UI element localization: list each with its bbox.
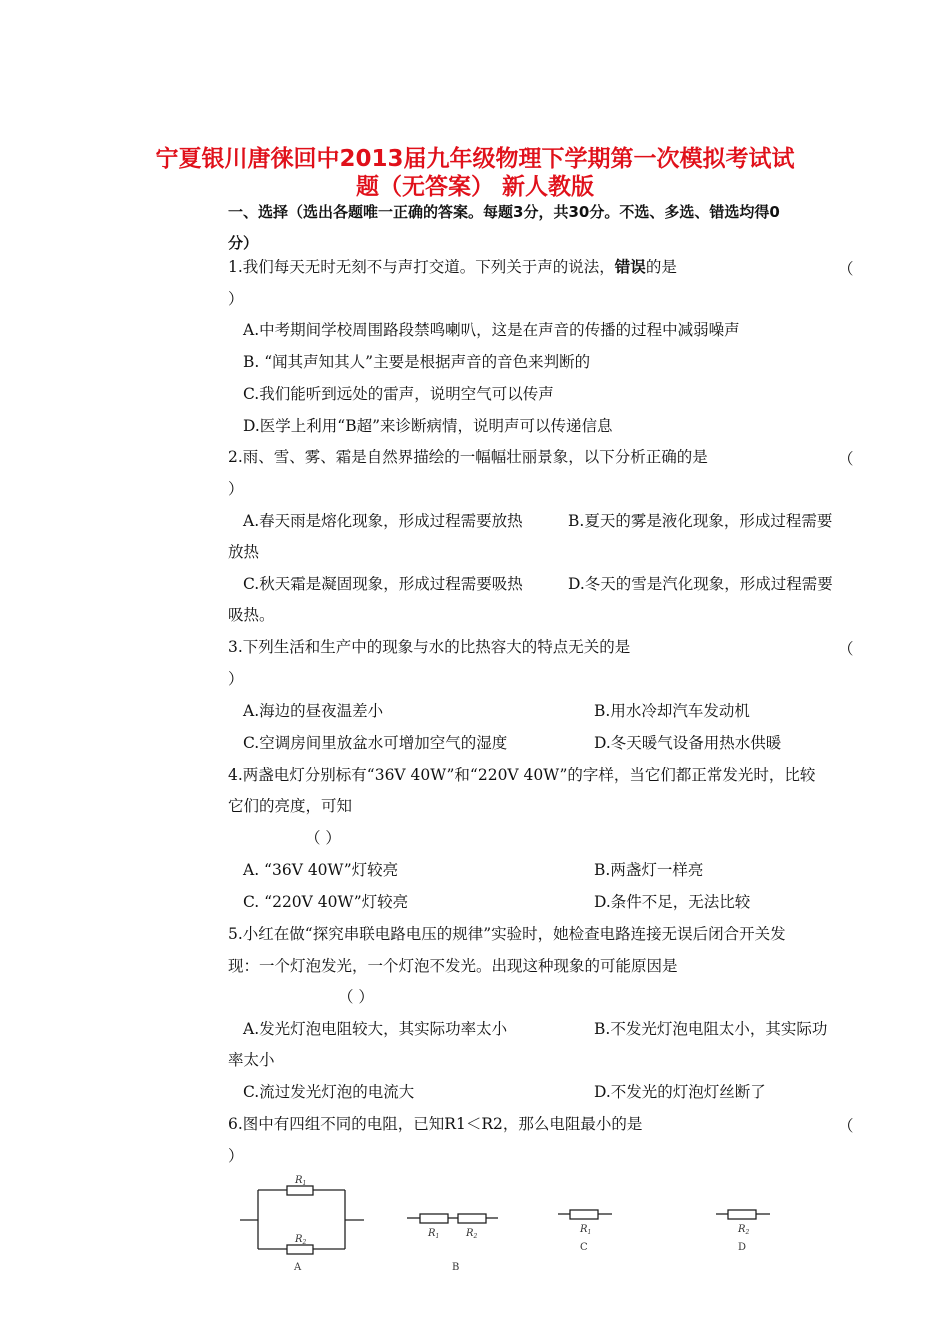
figure-label-c: C (580, 1242, 588, 1253)
option-a: A.春天雨是熔化现象，形成过程需要放热 (243, 512, 523, 530)
resistor-r1 (420, 1214, 448, 1223)
label-r1: $R_1$ (428, 1228, 440, 1240)
option-d: D.医学上利用“B超”来诊断病情，说明声可以传递信息 (243, 417, 613, 435)
option-b: B.夏天的雾是液化现象，形成过程需要 (568, 512, 833, 530)
label-r2: $R_2$ (738, 1224, 750, 1236)
question-5-stem: 5.小红在做“探究串联电路电压的规律”实验时，她检查电路连接无误后闭合开关发 (228, 925, 786, 943)
option-c: C.空调房间里放盆水可增加空气的湿度 (243, 734, 508, 752)
answer-paren-open: （ (838, 260, 854, 278)
title-line-1: 宁夏银川唐徕回中2013届九年级物理下学期第一次模拟考试试 (155, 146, 795, 172)
option-c: C. “220V 40W”灯较亮 (243, 893, 409, 911)
answer-paren-open: （ (838, 1117, 854, 1135)
answer-paren-close: ） (228, 670, 244, 688)
option-c: C.我们能听到远处的雷声，说明空气可以传声 (243, 385, 554, 403)
figure-label-b: B (452, 1262, 460, 1273)
question-6-stem: 6.图中有四组不同的电阻，已知R1＜R2，那么电阻最小的是 (228, 1115, 643, 1133)
option-a: A.中考期间学校周围路段禁鸣喇叭，这是在声音的传播的过程中减弱噪声 (243, 321, 740, 339)
resistor-r2 (458, 1214, 486, 1223)
option-c: C.秋天霜是凝固现象，形成过程需要吸热 (243, 575, 523, 593)
option-a: A.海边的昼夜温差小 (243, 702, 384, 720)
option-b: B. “闻其声知其人”主要是根据声音的音色来判断的 (243, 353, 591, 371)
option-a: A.发光灯泡电阻较大，其实际功率太小 (243, 1020, 508, 1038)
question-4-stem-cont: 它们的亮度，可知 (228, 797, 353, 815)
answer-paren-close: ） (228, 290, 244, 308)
option-d: D.冬天的雪是汽化现象，形成过程需要 (568, 575, 833, 593)
circuit-c (558, 1210, 612, 1219)
resistor-r1 (287, 1186, 313, 1195)
q1-stem-before: 1.我们每天无时无刻不与声打交道。下列关于声的说法， (228, 258, 615, 276)
option-c: C.流过发光灯泡的电流大 (243, 1083, 415, 1101)
answer-paren-open: （ (838, 640, 854, 658)
option-d: D.条件不足，无法比较 (594, 893, 751, 911)
q1-stem-after: 的是 (645, 258, 677, 276)
option-d-cont: 吸热。 (228, 606, 275, 624)
label-r1: $R_1$ (580, 1224, 592, 1236)
option-d: D.冬天暖气设备用热水供暖 (594, 734, 782, 752)
question-3-stem: 3.下列生活和生产中的现象与水的比热容大的特点无关的是 (228, 638, 631, 656)
option-b: B.不发光灯泡电阻太小，其实际功 (594, 1020, 828, 1038)
answer-paren-close: ） (228, 1147, 244, 1165)
label-r2: $R_2$ (466, 1228, 478, 1240)
figure-label-d: D (738, 1242, 747, 1253)
circuit-d (716, 1210, 770, 1219)
q1-stem-bold: 错误 (614, 257, 646, 276)
option-b: B.用水冷却汽车发动机 (594, 702, 750, 720)
option-b-cont: 放热 (228, 543, 260, 561)
option-b-cont: 率太小 (228, 1051, 275, 1069)
answer-paren: （ ） (305, 829, 341, 847)
circuit-b (407, 1214, 498, 1223)
figure-label-a: A (294, 1262, 302, 1273)
section-heading: 一、选择（选出各题唯一正确的答案。每题3分，共30分。不选、多选、错选均得0 (228, 203, 780, 221)
section-heading-cont: 分） (228, 234, 259, 252)
resistor-r2 (287, 1245, 313, 1254)
option-d: D.不发光的灯泡灯丝断了 (594, 1083, 766, 1101)
option-a: A. “36V 40W”灯较亮 (243, 861, 399, 879)
question-2-stem: 2.雨、雪、雾、霜是自然界描绘的一幅幅壮丽景象，以下分析正确的是 (228, 448, 708, 466)
label-r2: $R_2$ (295, 1234, 307, 1246)
question-4-stem: 4.两盏电灯分别标有“36V 40W”和“220V 40W”的字样，当它们都正常发光时，比较 (228, 766, 816, 784)
title-line-2: 题（无答案） 新人教版 (355, 174, 594, 200)
answer-paren: （ ） (338, 988, 374, 1006)
question-5-stem-cont: 现：一个灯泡发光，一个灯泡不发光。出现这种现象的可能原因是 (228, 957, 678, 975)
label-r1: $R_1$ (295, 1175, 307, 1187)
resistor-r1 (570, 1210, 598, 1219)
answer-paren-close: ） (228, 480, 244, 498)
option-b: B.两盏灯一样亮 (594, 861, 704, 879)
resistor-r2 (728, 1210, 756, 1219)
answer-paren-open: （ (838, 450, 854, 468)
